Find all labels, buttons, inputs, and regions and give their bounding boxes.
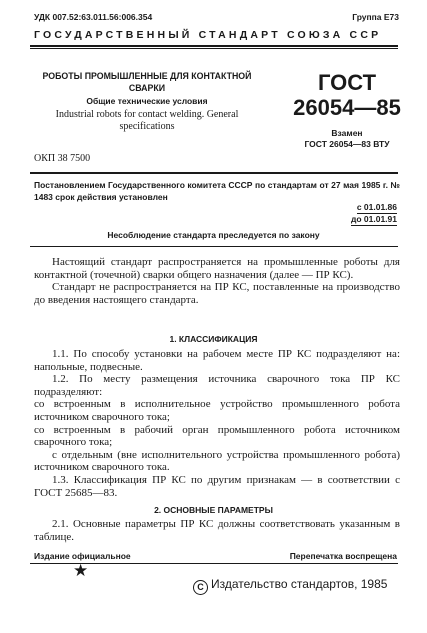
gost-number: 26054—85	[293, 95, 401, 120]
header-rule	[30, 45, 398, 47]
title-en: Industrial robots for contact welding. General specifications	[55, 109, 239, 132]
group-code: Группа Е73	[352, 12, 399, 22]
mid-rule	[30, 172, 398, 174]
validity-from: с 01.01.86	[356, 202, 397, 212]
clause-1-1: 1.1. По способу установки на рабочем месте ПР КС подразделяют на: напольные, подвесные.	[34, 348, 400, 373]
intro-paragraph: Стандарт не распространяется на ПР КС, поставленные на производство до введения настоящего стандарта.	[34, 281, 400, 306]
intro-paragraph: Настоящий стандарт распространяется на промышленные роботы для контактной (точечной) сварки общего назначения (далее — ПР КС).	[34, 256, 400, 281]
clause-1-3: 1.3. Классификация ПР КС по другим признакам — в соответствии с ГОСТ 25685—83.	[34, 473, 400, 499]
standard-type-header: ГОСУДАРСТВЕННЫЙ СТАНДАРТ СОЮЗА ССР	[34, 29, 382, 41]
list-item: со встроенным в исполнительное устройство промышленного робота источником сварочного тока;	[34, 398, 400, 423]
validity-dates	[351, 202, 397, 226]
replaces-label: Взамен	[331, 128, 363, 138]
clause-1-2: 1.2. По месту размещения источника сварочного тока ПР КС подразделяют:	[34, 373, 400, 398]
clause-2-1: 2.1. Основные параметры ПР КС должны соответствовать указанным в таблице.	[34, 518, 400, 543]
replaces-standard: ГОСТ 26054—83 ВТУ	[304, 139, 390, 149]
star-icon: ★	[73, 561, 89, 580]
section1-heading: 1. КЛАССИФИКАЦИЯ	[169, 334, 258, 344]
list-item: с отдельным (вне исполнительного устройства промышленного робота) источником сварочного тока.	[34, 448, 400, 474]
section2-heading: 2. ОСНОВНЫЕ ПАРАМЕТРЫ	[154, 505, 273, 515]
udk-code: УДК 007.52:63.011.56:006.354	[34, 12, 153, 22]
gost-label: ГОСТ	[317, 70, 377, 95]
reprint-prohibited-label: Перепечатка воспрещена	[289, 551, 397, 561]
validity-to: до 01.01.91	[350, 214, 397, 224]
section2-body	[34, 518, 400, 543]
publisher-text: Издательство стандартов, 1985	[211, 577, 388, 591]
gost-number-block	[292, 70, 402, 120]
copyright-line	[193, 577, 387, 595]
official-edition-label: Издание официальное	[34, 551, 131, 561]
okp-code: ОКП 38 7500	[34, 153, 91, 164]
replaces-block	[292, 128, 402, 150]
intro-block	[34, 256, 400, 306]
title-block	[40, 70, 254, 132]
header-rule-thin	[30, 48, 398, 49]
notice-rule	[30, 246, 398, 247]
infringement-notice: Несоблюдение стандарта преследуется по закону	[107, 230, 320, 240]
subtitle-ru: Общие технические условия	[86, 96, 208, 106]
title-ru: РОБОТЫ ПРОМЫШЛЕННЫЕ ДЛЯ КОНТАКТНОЙ СВАРКИ	[42, 71, 252, 93]
copyright-icon: C	[193, 580, 208, 595]
decree-text: Постановлением Государственного комитета СССР по стандартам от 27 мая 1985 г. № 1483 срок действия установлен	[34, 180, 400, 202]
section1-body	[34, 348, 400, 499]
list-item: со встроенным в рабочий орган промышленного робота источником сварочного тока;	[34, 423, 400, 449]
